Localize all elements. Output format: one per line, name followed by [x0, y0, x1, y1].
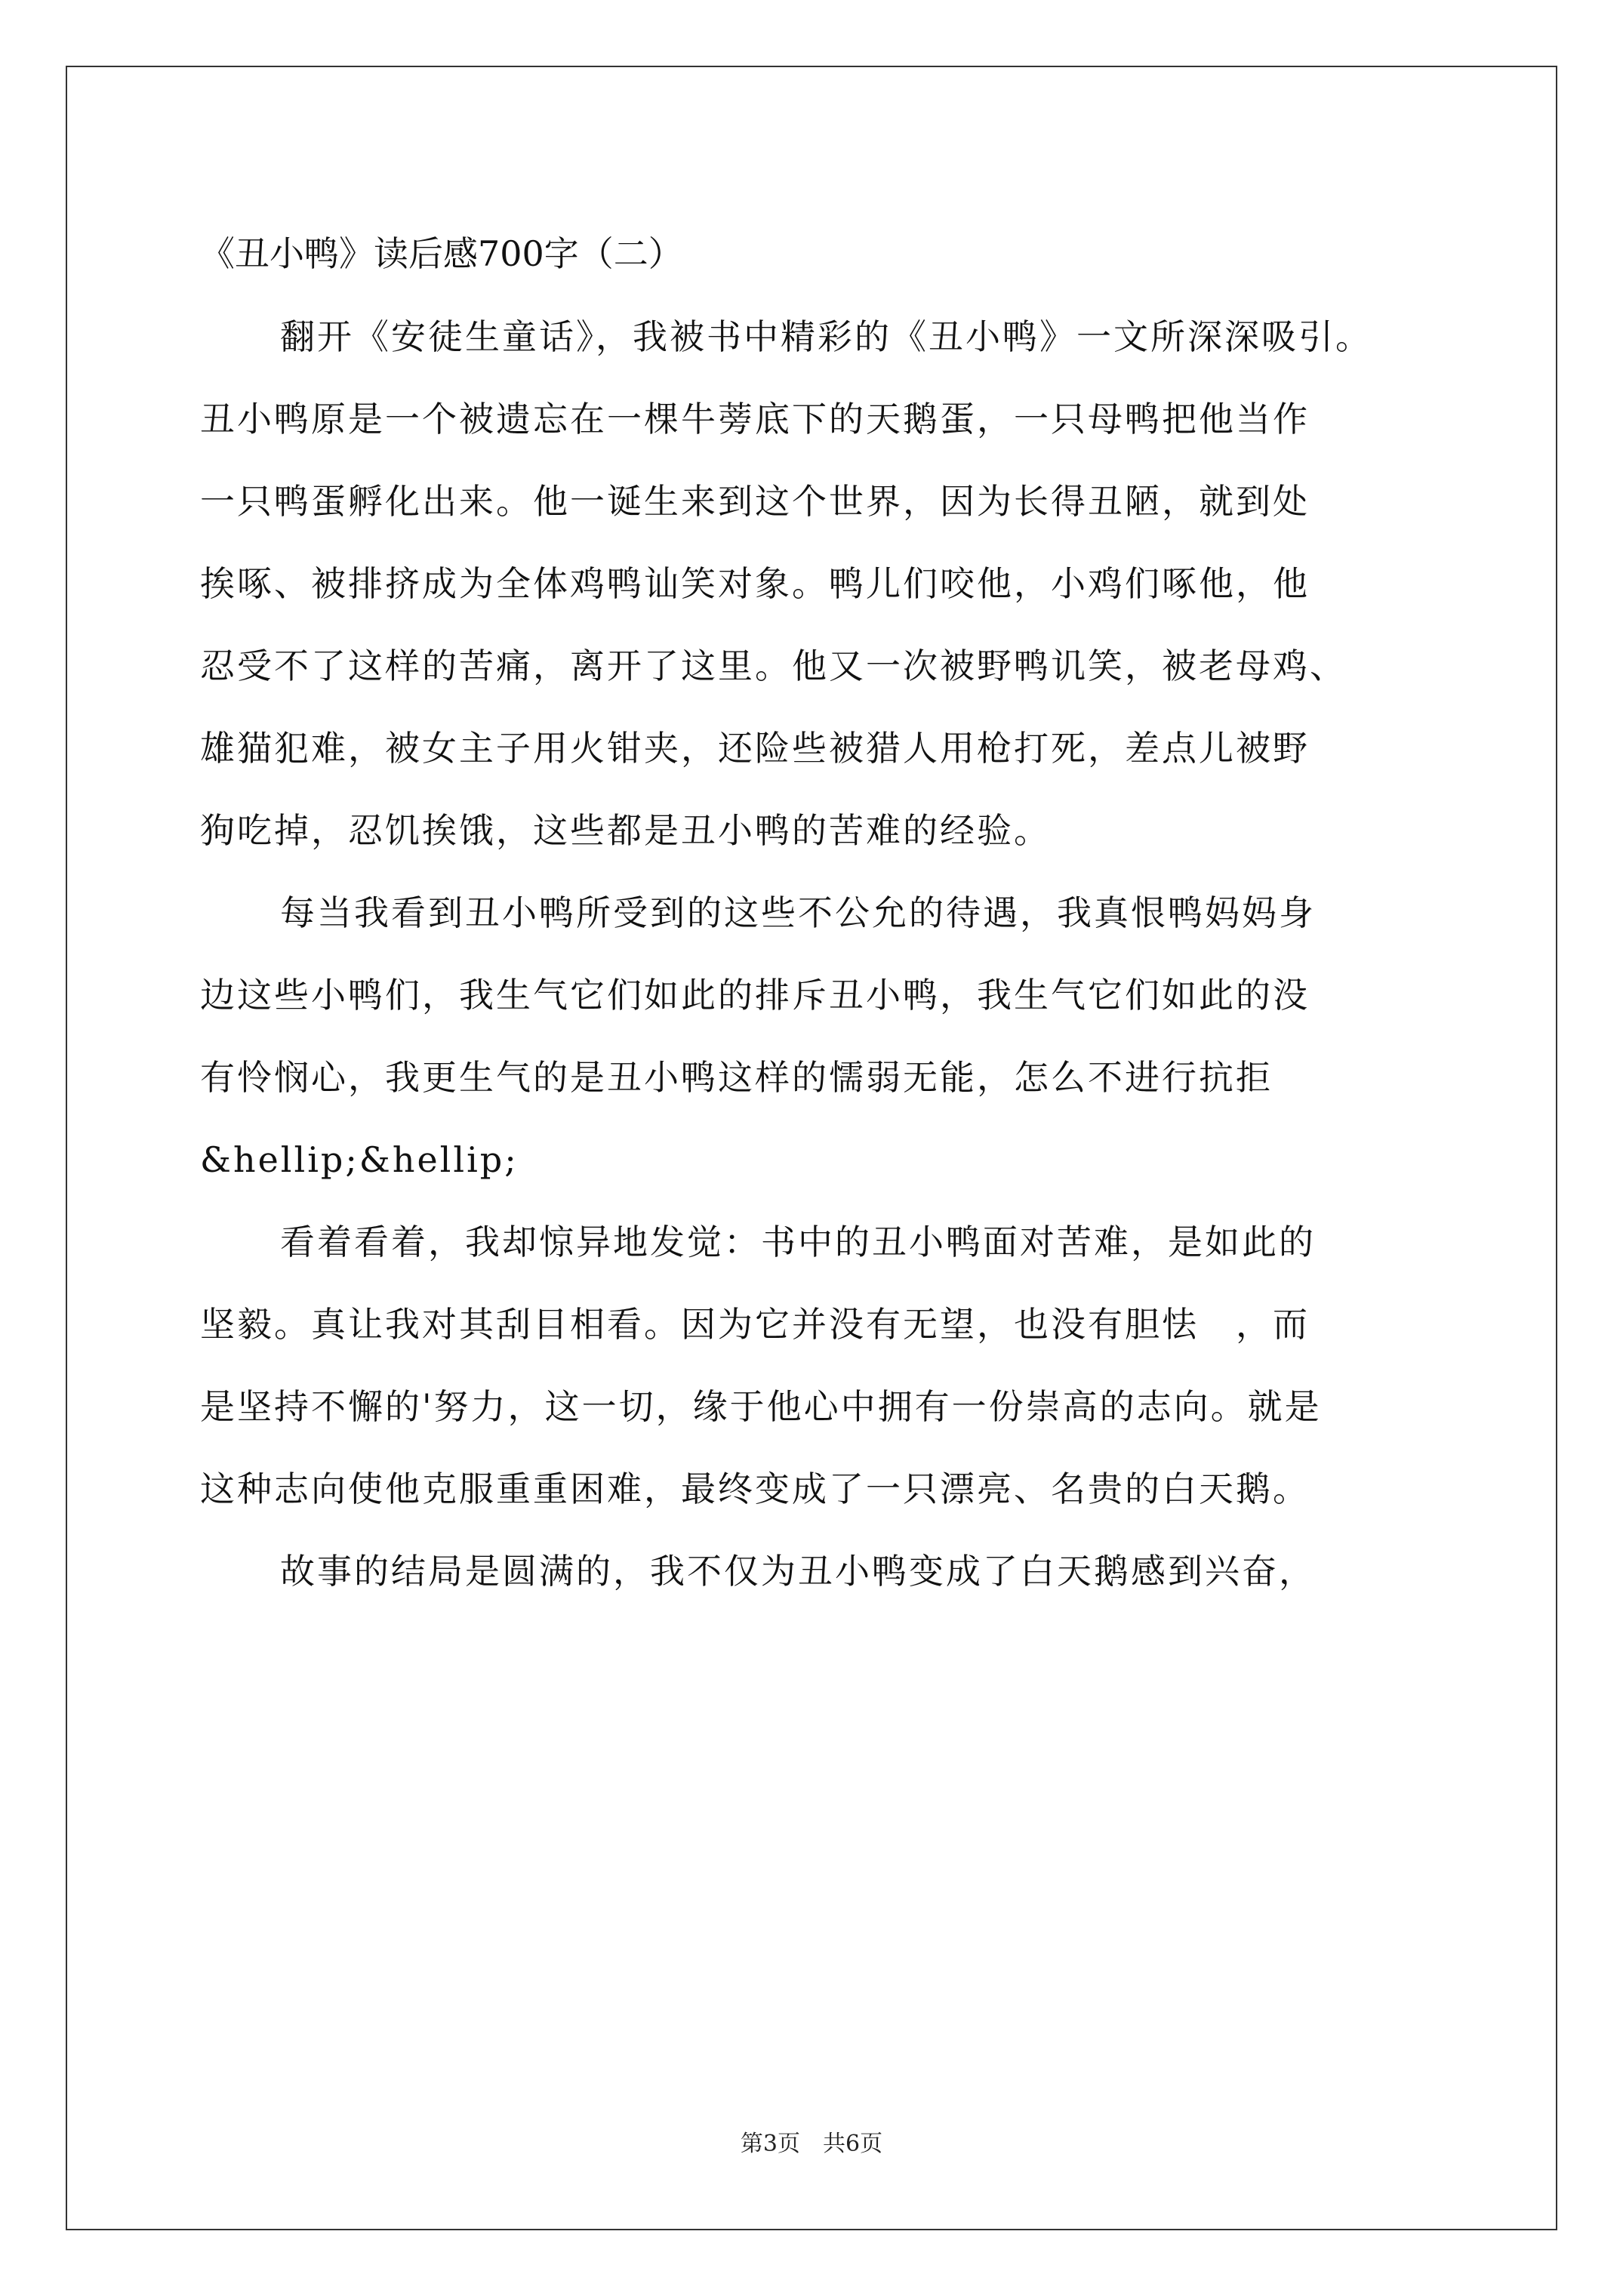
text-line: 忍受不了这样的苦痛，离开了这里。他又一次被野鸭讥笑，被老母鸡、 [200, 646, 1347, 686]
text-line: 雄猫犯难，被女主子用火钳夹，还险些被猎人用枪打死，差点儿被野 [200, 728, 1310, 769]
text-line: 一只鸭蛋孵化出来。他一诞生来到这个世界，因为长得丑陋，就到处 [200, 481, 1310, 522]
text-line: 看着看着，我却惊异地发觉：书中的丑小鸭面对苦难，是如此的 [280, 1222, 1316, 1262]
document-body [200, 211, 1438, 1613]
text-line: 是坚持不懈的'努力，这一切，缘于他心中拥有一份崇高的志向。就是 [200, 1386, 1322, 1427]
text-line: 这种志向使他克服重重困难，最终变成了一只漂亮、名贵的白天鹅。 [200, 1469, 1310, 1509]
text-line: 狗吃掉，忍饥挨饿，这些都是丑小鸭的苦难的经验。 [200, 810, 1051, 851]
text-line: 有怜悯心，我更生气的是丑小鸭这样的懦弱无能，怎么不进行抗拒 [200, 1057, 1273, 1098]
text-line: 坚毅。真让我对其刮目相看。因为它并没有无望，也没有胆怯 ，而 [200, 1304, 1310, 1345]
text-line: 边这些小鸭们，我生气它们如此的排斥丑小鸭，我生气它们如此的没 [200, 975, 1310, 1015]
text-line: 翻开《安徒生童话》，我被书中精彩的《丑小鸭》一文所深深吸引。 [280, 316, 1372, 357]
document-title: 《丑小鸭》读后感700字（二） [200, 233, 683, 274]
page-number-footer: 第3页 共6页 [740, 2131, 883, 2157]
text-line: 每当我看到丑小鸭所受到的这些不公允的待遇，我真恨鸭妈妈身 [280, 892, 1316, 933]
text-line: 故事的结局是圆满的，我不仅为丑小鸭变成了白天鹅感到兴奋， [280, 1551, 1316, 1592]
text-line: 丑小鸭原是一个被遗忘在一棵牛蒡底下的天鹅蛋，一只母鸭把他当作 [200, 399, 1310, 439]
text-line: &hellip;&hellip; [200, 1139, 519, 1180]
text-line: 挨啄、被排挤成为全体鸡鸭讪笑对象。鸭儿们咬他，小鸡们啄他，他 [200, 563, 1310, 604]
paragraph-lines [200, 296, 1438, 1613]
